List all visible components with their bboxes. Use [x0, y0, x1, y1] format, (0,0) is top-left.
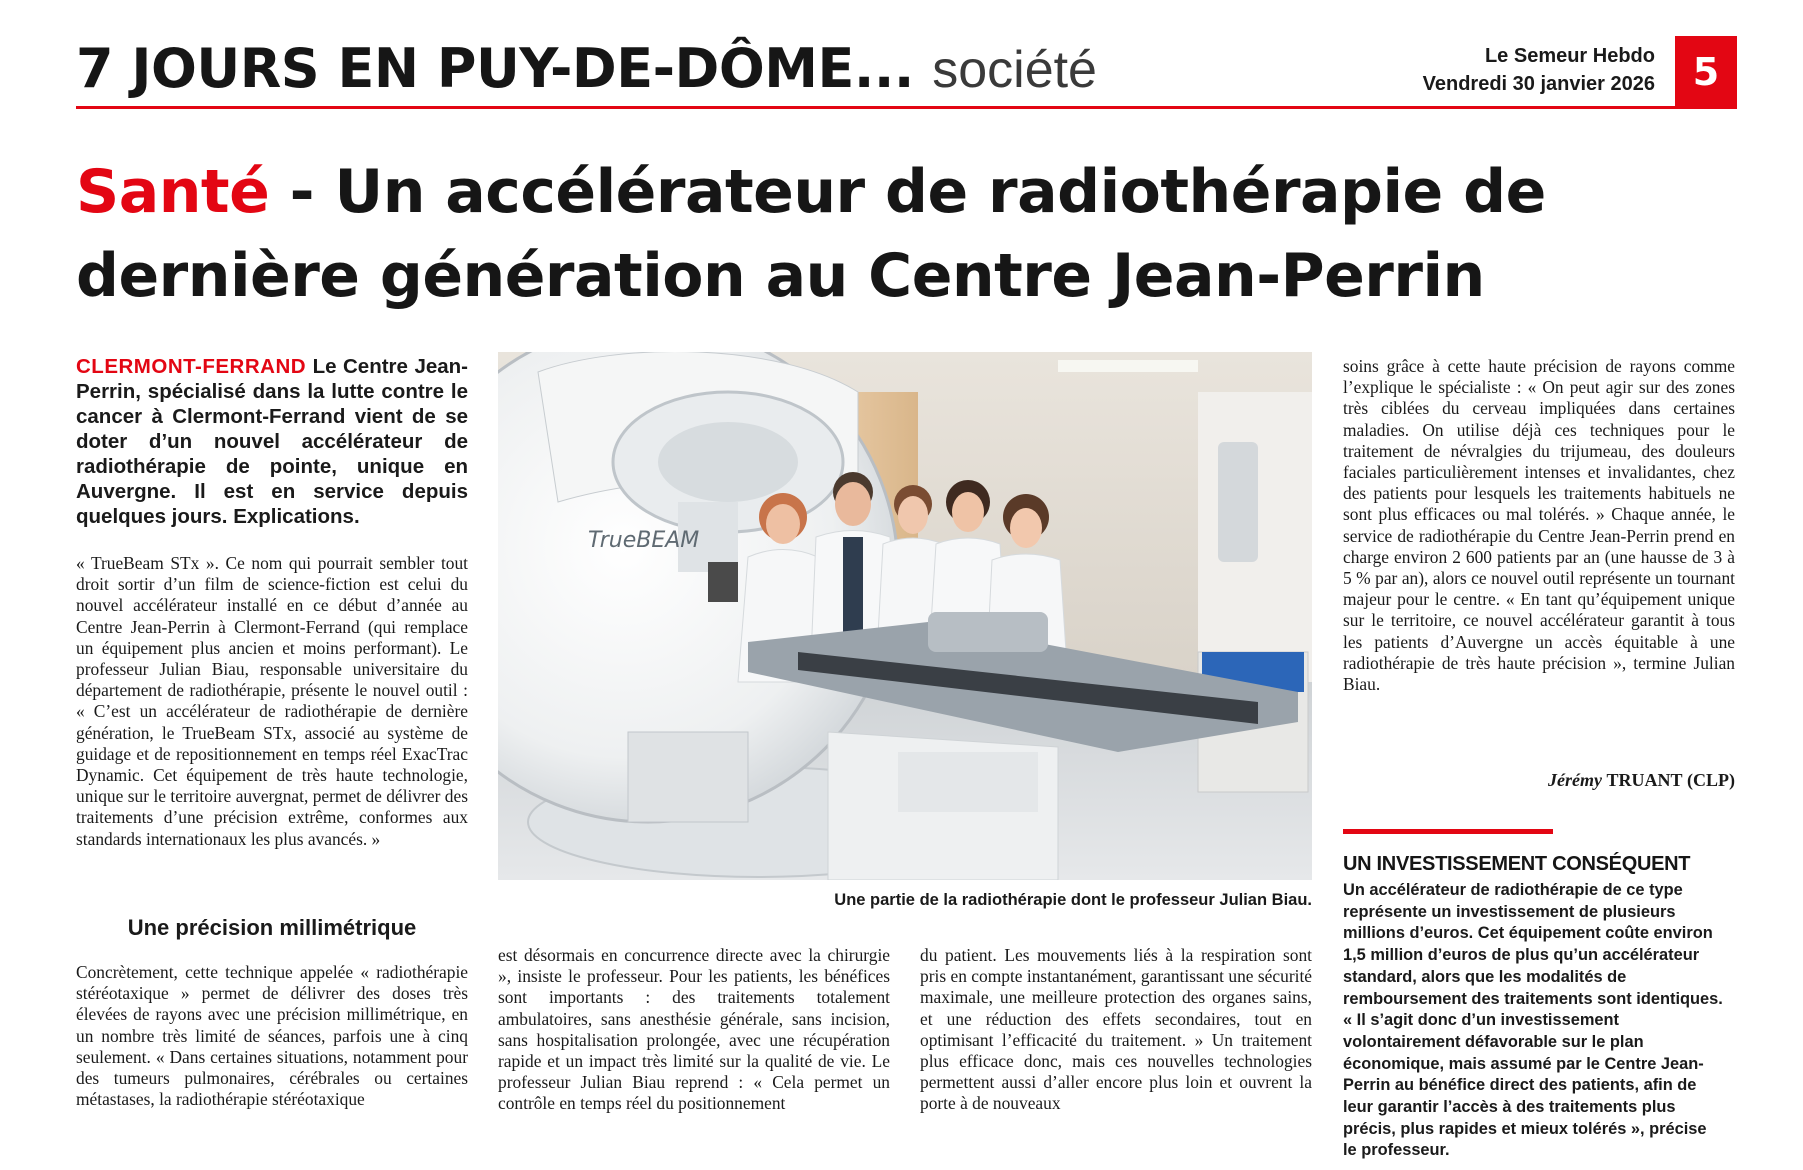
body-column-1a: « TrueBeam STx ». Ce nom qui pourrait sembler tout droit sortir d’un film de science-fiction est celui du nouvel accélérateur installé en ce début d’année au Centre Jean-Perrin à Clermont-Ferrand (qui remplace un équipement plus ancien et moins performant). Le professeur Julian Biau, responsable universitaire du département de radiothérapie, présente le nouvel outil : « C’est un accélérateur de radiothérapie de dernière génération, le TrueBeam STx, associé au système de guidage et de repositionnement en temps réel ExacTrac Dynamic. Cet équipement de très haute technologie, unique sur le territoire auvergnat, permet de délivrer des traitements d’une précision extrême, conformes aux standards internationaux les plus avancés. »: [76, 553, 468, 849]
box-title: UN INVESTISSEMENT CONSÉQUENT: [1343, 853, 1691, 875]
header-rule: [76, 106, 1737, 109]
publication-date: Vendredi 30 janvier 2026: [1422, 73, 1655, 95]
section-subname: société: [932, 41, 1097, 99]
headline-text: - Un accélérateur de radiothérapie de dernière génération au Centre Jean-Perrin: [76, 157, 1546, 311]
author-first-name: Jérémy: [1548, 770, 1602, 790]
article-photo: [498, 352, 1312, 880]
section-name: 7 JOURS EN PUY-DE-DÔME...: [76, 37, 914, 100]
box-rule: [1343, 829, 1553, 834]
radiotherapy-room-illustration: [498, 352, 1312, 880]
photo-caption: Une partie de la radiothérapie dont le professeur Julian Biau.: [834, 891, 1312, 909]
box-text: Un accélérateur de radiothérapie de ce type représente un investissement de plusieurs millions d’euros. Cet équipement coûte environ 1,5 million d’euros de plus qu’un accélérateur standard, alors que les modalités de remboursement des traitements sont identiques. « Il s’agit donc d’un investissement volontairement défavorable sur le plan économique, mais assumé par le Centre Jean-Perrin au bénéfice direct des patients, afin de leur garantir l’accès à des traitements plus précis, plus rapides et mieux tolérés », précise le professeur.: [1343, 881, 1723, 1160]
headline-kicker: Santé: [76, 157, 270, 227]
publication-name: Le Semeur Hebdo: [1484, 45, 1655, 67]
author-signature: [1343, 770, 1735, 791]
intro-text: Le Centre Jean-Perrin, spécialisé dans la lutte contre le cancer à Clermont-Ferrand vient de se doter d’un nouvel accélérateur de radiothérapie de pointe, unique en Auvergne. Il est en service depuis quelques jours. Explications.: [76, 355, 468, 528]
body-column-2: est désormais en concurrence directe avec la chirurgie », insiste le professeur. Pour les patients, les bénéfices sont importants : des traitements totalement ambulatoires, sans anesthésie générale, sans incision, sans hospitalisation prolongée, avec une récupération rapide et un impact très limité sur la qualité de vie. Le professeur Julian Biau reprend : « Cela permet un contrôle en temps réel du positionnement: [498, 945, 890, 1114]
headline: [76, 150, 1736, 318]
publication-info: [1423, 42, 1655, 98]
subheading: Une précision millimétrique: [127, 915, 417, 940]
intro-paragraph: [76, 354, 468, 529]
author-last-name: TRUANT: [1606, 770, 1683, 790]
dateline: CLERMONT-FERRAND: [76, 355, 307, 378]
body-column-4: soins grâce à cette haute précision de rayons comme l’explique le spécialiste : « On peut agir sur des zones très ciblées du cerveau impliquées dans certaines maladies. On utilise déjà ces techniques pour le traitement de névralgies du trijumeau, des douleurs faciales particulièrement intenses et invalidantes, chez des patients pour lesquels les traitements habituels ne sont plus efficaces ou mal tolérés. » Chaque année, le service de radiothérapie du Centre Jean-Perrin prend en charge environ 2 600 patients par an (une hausse de 3 à 5 % par an), alors ce nouvel outil représente un tournant majeur pour le centre. « En tant qu’équipement unique sur le territoire, ce nouvel accélérateur garantit à tous les patients d’Auvergne un accès équitable à une radiothérapie de très haute précision », termine Julian Biau.: [1343, 356, 1735, 695]
page-number: 5: [1675, 36, 1737, 108]
body-column-3: du patient. Les mouvements liés à la respiration sont pris en compte instantanément, garantissant une sécurité maximale, une meilleure protection des organes sains, et une réduction des effets secondaires, tout en optimisant l’efficacité du traitement. » Un traitement plus efficace donc, mais ces nouvelles technologies permettent aussi d’aller encore plus loin et ouvrent la porte à de nouveaux: [920, 945, 1312, 1114]
section-title: [76, 34, 1097, 104]
truebeam-label: TrueBEAM: [588, 528, 700, 553]
body-column-1b: Concrètement, cette technique appelée « radiothérapie stéréotaxique » permet de délivrer des doses très élevées de rayons avec une précision millimétrique, en un nombre très limité de séances, parfois une à cinq seulement. « Dans certaines situations, notamment pour des tumeurs pulmonaires, cérébrales ou certaines métastases, la radiothérapie stéréotaxique: [76, 962, 468, 1110]
author-agency: (CLP): [1687, 770, 1735, 790]
